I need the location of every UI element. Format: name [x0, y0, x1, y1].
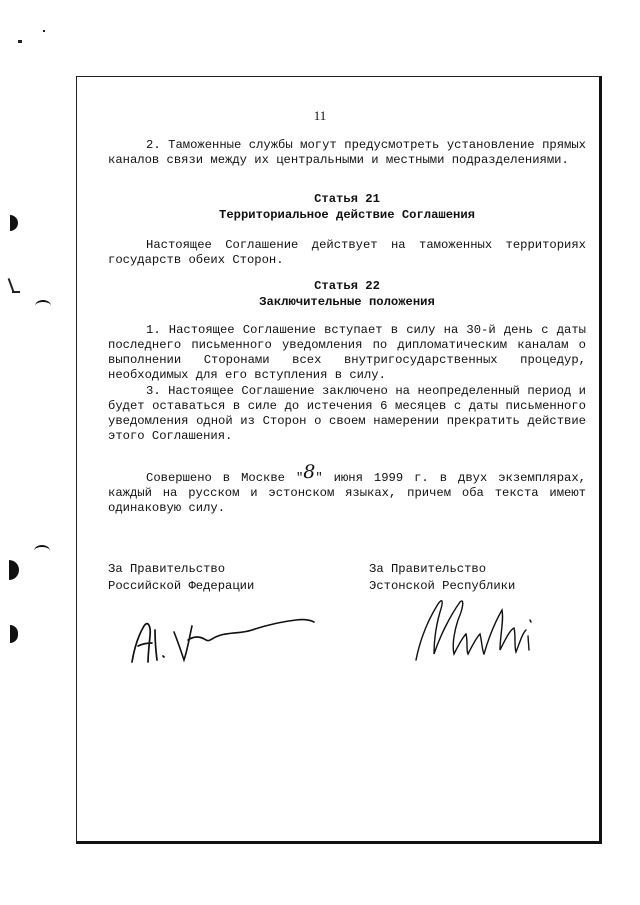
article-21-subtitle: Территориальное действие Соглашения — [219, 208, 475, 222]
page-number: 11 — [313, 108, 327, 123]
handwritten-day: 8 — [303, 461, 316, 483]
scan-arc-mark — [34, 545, 50, 557]
paragraph-customs-channels — [108, 138, 586, 168]
scan-arc-mark — [35, 300, 51, 312]
article-22-subtitle: Заключительные положения — [259, 295, 435, 309]
signatory-left-line2: Российской Федерации — [108, 579, 255, 593]
paragraph-done-at-moscow — [108, 461, 586, 516]
russian-signature — [128, 612, 318, 672]
signatory-right-line2: Эстонской Республики — [369, 579, 516, 593]
punch-hole-mark — [10, 215, 18, 231]
signatory-right-line1: За Правительство — [369, 562, 487, 576]
paragraph-text: 3. Настоящее Соглашение заключено на неопределенный период и будет оставаться в силе до истечения 6 месяцев с даты письменного уведомления одной из Сторон о своем намерении прекратить действие этого Соглашения. — [108, 384, 586, 443]
scan-speck — [12, 291, 20, 293]
punch-hole-mark — [9, 560, 19, 580]
signatory-left-line1: За Правительство — [108, 562, 226, 576]
scan-speck — [43, 30, 45, 32]
paragraph-territorial-scope — [108, 238, 586, 268]
done-text-before: Совершено в Москве " — [146, 471, 304, 485]
estonian-signature — [410, 590, 540, 665]
done-text-after: " июня 1999 г. в двух экземплярах, каждый на русском и эстонском языках, причем оба текста имеют одинаковую силу. — [108, 471, 586, 515]
paragraph-entry-into-force — [108, 323, 586, 383]
scan-speck — [8, 278, 15, 292]
punch-hole-mark — [10, 625, 18, 643]
signatory-left — [108, 561, 254, 595]
paragraph-text: 2. Таможенные службы могут предусмотреть установление прямых каналов связи между их центральными и местными подразделениями. — [108, 138, 586, 167]
paragraph-text: Настоящее Соглашение действует на таможенных территориях государств обеих Сторон. — [108, 238, 586, 267]
scan-speck — [18, 40, 22, 43]
paragraph-duration — [108, 384, 586, 444]
paragraph-text: 1. Настоящее Соглашение вступает в силу на 30-й день с даты последнего письменного уведомления по дипломатическим каналам о выполнении Сторонами всех внутригосударственных процедур, необходимых для его вступления в силу. — [108, 323, 586, 382]
article-21-title: Статья 21 — [314, 192, 380, 206]
article-22-title: Статья 22 — [314, 279, 380, 293]
